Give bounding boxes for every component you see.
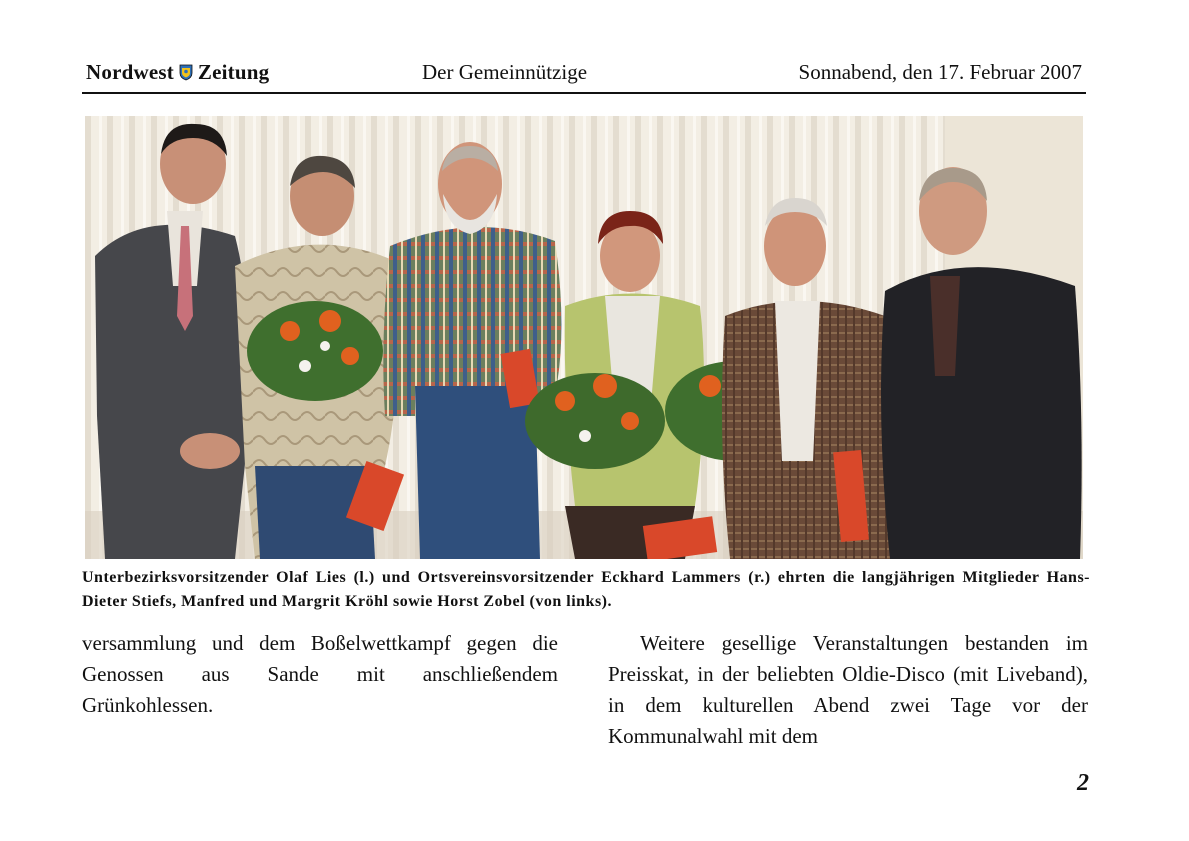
- group-photo: [85, 116, 1083, 559]
- page-number: 2: [1077, 770, 1089, 796]
- newspaper-header: [82, 56, 1086, 94]
- issue-date: Sonnabend, den 17. Februar 2007: [798, 60, 1082, 84]
- article-paragraph: versammlung und dem Boßelwettkampf gegen die Genossen aus Sande mit anschließendem Grünkohlessen.: [82, 631, 558, 717]
- masthead-name-left: Nordwest: [86, 60, 174, 84]
- article-column-left: [82, 628, 558, 721]
- section-title: Der Gemeinnützige: [422, 60, 588, 84]
- photo-caption: Unterbezirksvorsitzender Olaf Lies (l.) und Ortsvereinsvorsitzender Eckhard Lammers (r.) ehrten die langjährigen Mitglieder Hans-Dieter Stiefs, Manfred und Margrit Kröhl sowie Horst Zobel (von links).: [82, 569, 1090, 610]
- article-paragraph: Weitere gesellige Veranstaltungen bestanden im Preisskat, in der beliebten Oldie-Disco (mit Liveband), in dem kulturellen Abend zwei Tage vor der Kommunalwahl mit dem: [608, 631, 1088, 748]
- masthead-name-right: Zeitung: [197, 60, 270, 84]
- crest-icon: [179, 64, 193, 81]
- article-column-right: [608, 628, 1088, 752]
- newspaper-masthead: [86, 60, 269, 85]
